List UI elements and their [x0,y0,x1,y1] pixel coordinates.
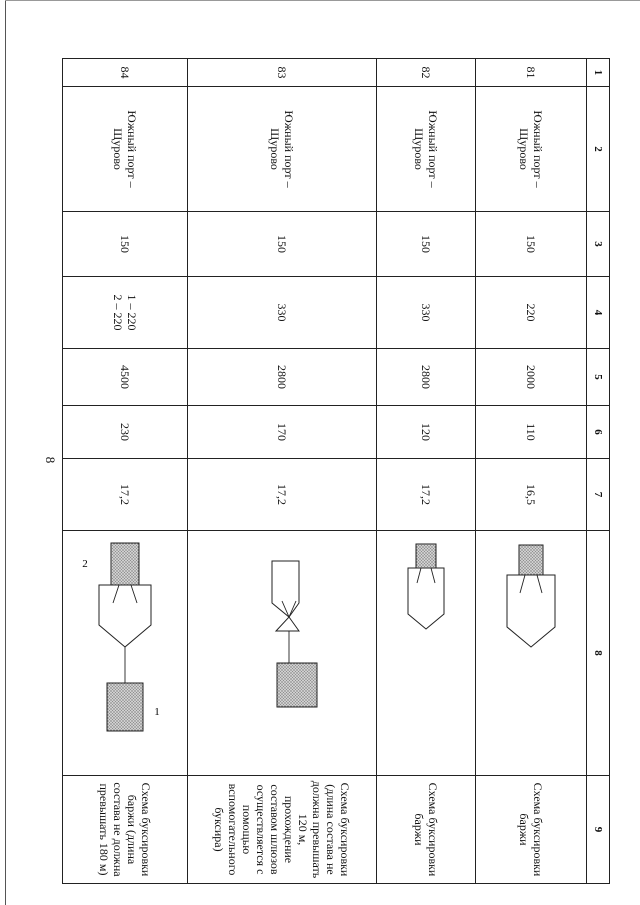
table-row-84 [63,59,188,884]
route: Южный порт – Щурово [188,87,377,212]
col5-value: 4500 [63,349,188,406]
barge-hull [408,568,444,629]
header-col-2: 2 [587,87,610,212]
row-number: 82 [377,59,476,87]
col4-value: 330 [188,277,377,349]
bow-tip [276,617,299,631]
row-number: 84 [63,59,188,87]
table-row-83 [188,59,377,884]
col7-value: 17,2 [63,459,188,531]
col5-value: 2000 [476,349,587,406]
tug-block [519,545,543,575]
header-col-3: 3 [587,212,610,277]
header-col-5: 5 [587,349,610,406]
tug-hull [99,585,151,647]
col3-value: 150 [377,212,476,277]
col4-value-line-2: 2 – 220 [111,294,125,331]
page-edge-top [5,0,640,1]
col4-value-line-1: 1 – 220 [125,294,139,331]
scheme-description: Схема буксировки баржи [476,776,587,884]
header-col-4: 4 [587,277,610,349]
pushed-barge-scheme-81 [476,531,586,776]
pushed-barge-scheme-82 [377,531,475,776]
col5-value: 2800 [188,349,377,406]
page-number: 8 [43,456,58,464]
barge-2-block [111,543,139,585]
col7-value: 17,2 [377,459,476,531]
barge-1-block [107,683,143,731]
route: Южный порт – Щурово [63,87,188,212]
col3-value: 150 [476,212,587,277]
towing-schemes-table-rotated [65,58,610,883]
two-barge-scheme-84 [63,531,187,776]
scheme-label-2: 2 [82,558,88,570]
col5-value: 2800 [377,349,476,406]
col7-value: 16,5 [476,459,587,531]
scheme-label-1: 1 [154,706,160,718]
col6-value: 120 [377,406,476,459]
header-col-9: 9 [587,776,610,884]
scheme-description: Схема буксировки баржи (длина состава не должна превышать 180 м) [63,776,188,884]
col3-value: 150 [188,212,377,277]
towing-schemes-table [62,58,610,884]
tug-block [277,663,317,707]
towing-scheme-drawing [377,531,476,776]
header-row [587,59,610,884]
row-number: 81 [476,59,587,87]
towing-scheme-drawing [476,531,587,776]
barge-hull [507,575,555,647]
towing-scheme-drawing [63,531,188,776]
table-row-82 [377,59,476,884]
towing-scheme-drawing [188,531,377,776]
table-row-81 [476,59,587,884]
route: Южный порт – Щурово [476,87,587,212]
col6-value: 170 [188,406,377,459]
tug-block [416,544,436,568]
route: Южный порт – Щурово [377,87,476,212]
col3-value: 150 [63,212,188,277]
col4-value: 220 [476,277,587,349]
col4-value: 330 [377,277,476,349]
header-col-1: 1 [587,59,610,87]
scheme-description: Схема буксировки (длина состава не должна превышать 120 м, прохождение составом шлюзов осуществляется с помощью вспомогательного буксира) [188,776,377,884]
col7-value: 17,2 [188,459,377,531]
row-number: 83 [188,59,377,87]
header-col-7: 7 [587,459,610,531]
page-edge-left [5,0,6,905]
col6-value: 230 [63,406,188,459]
header-col-6: 6 [587,406,610,459]
scheme-description: Схема буксировки баржи [377,776,476,884]
col6-value: 110 [476,406,587,459]
header-col-8: 8 [587,531,610,776]
col4-value [63,277,188,349]
towed-barge-scheme-83 [188,531,376,776]
